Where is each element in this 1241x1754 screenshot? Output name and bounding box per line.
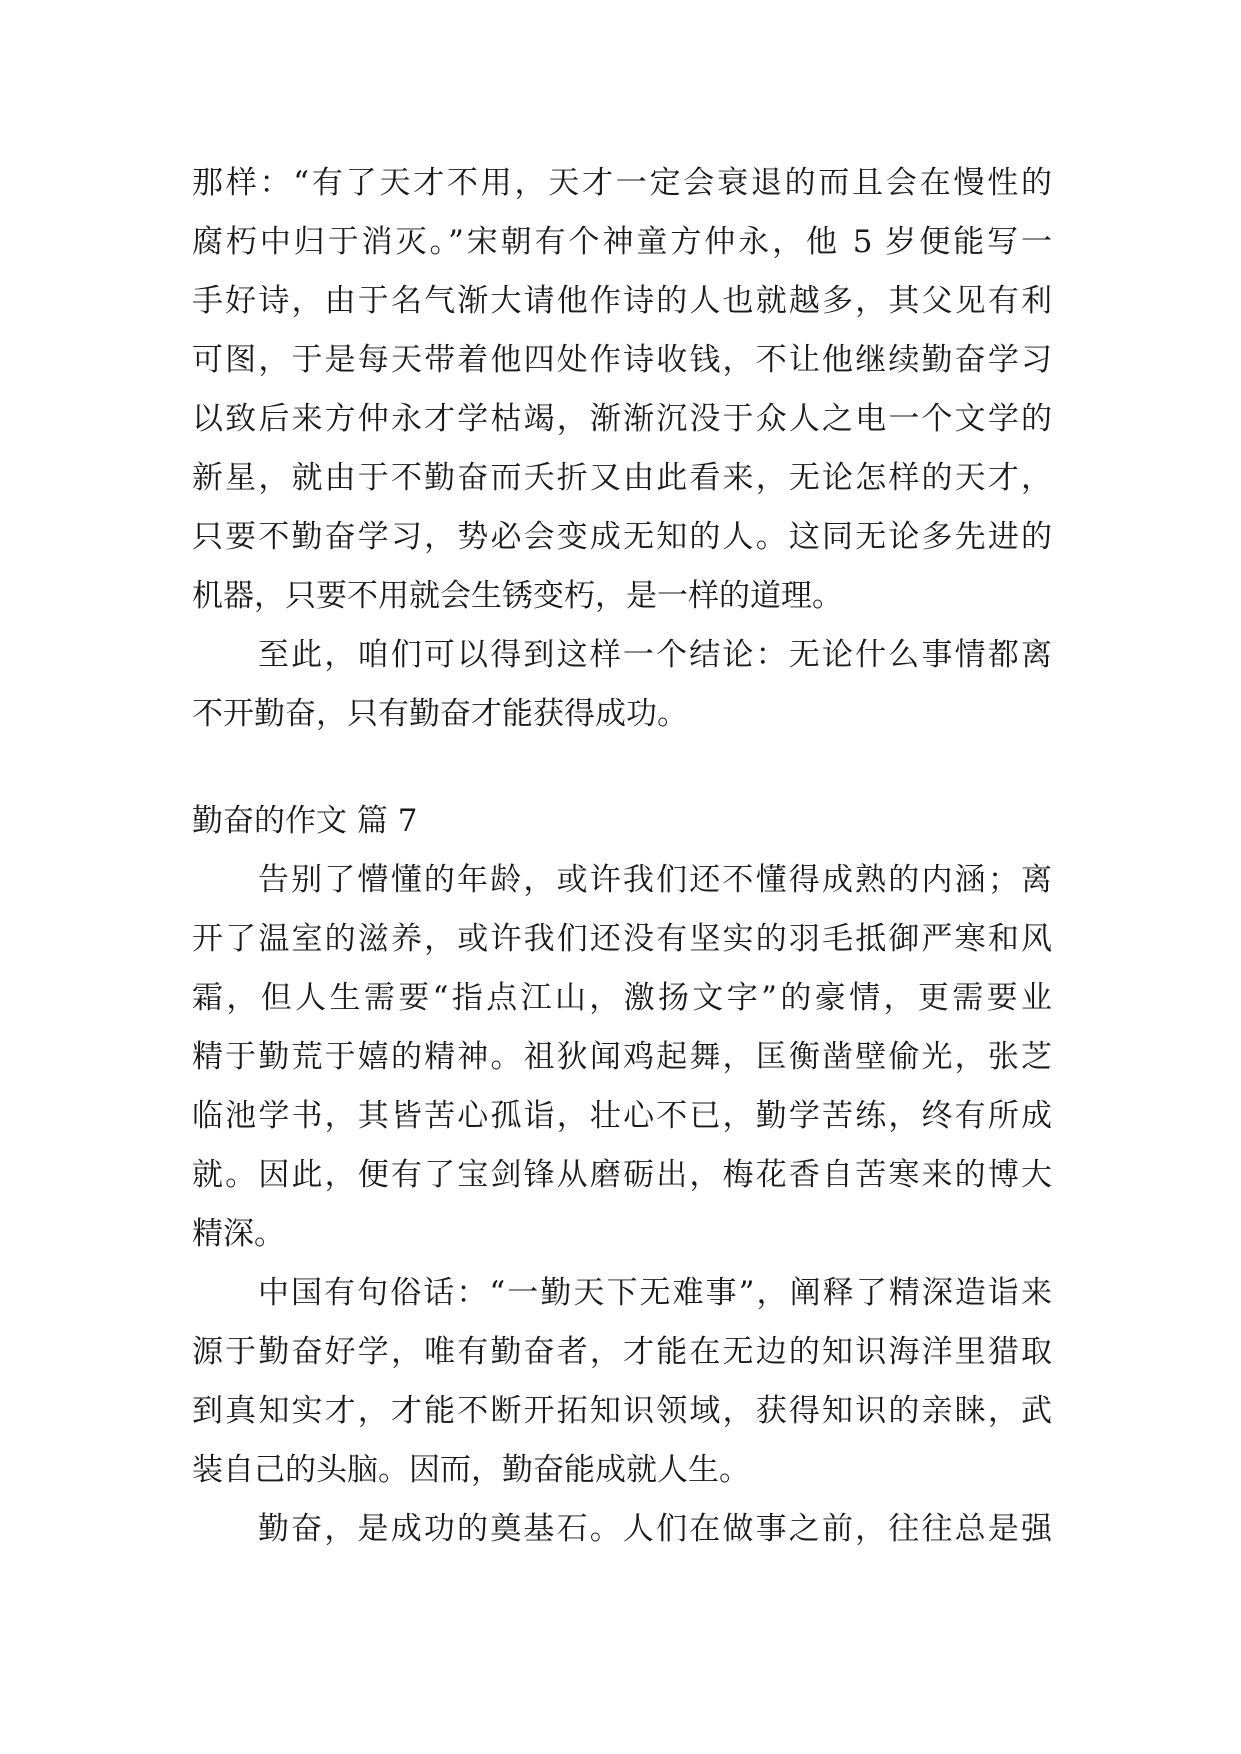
text-line: 到真知实才，才能不断开拓知识领域，获得知识的亲睐，武 (192, 1393, 1052, 1429)
text-line: 那样：“有了天才不用，天才一定会衰退的而且会在慢性的 (192, 165, 1052, 201)
text-line: 不开勤奋，只有勤奋才能获得成功。 (192, 696, 688, 732)
text-line: 告别了懵懂的年龄，或许我们还不懂得成熟的内涵；离 (258, 862, 1052, 898)
text-line: 中国有句俗话：“一勤天下无难事”，阐释了精深造诣来 (258, 1275, 1052, 1311)
text-line: 可图，于是每天带着他四处作诗收钱，不让他继续勤奋学习 (192, 342, 1052, 378)
text-line: 至此，咱们可以得到这样一个结论：无论什么事情都离 (258, 637, 1052, 673)
text-line: 霜，但人生需要“指点江山，激扬文字”的豪情，更需要业 (192, 980, 1052, 1016)
text-line: 只要不勤奋学习，势必会变成无知的人。这同无论多先进的 (192, 519, 1052, 555)
section-heading: 勤奋的作文 篇 7 (192, 803, 418, 839)
text-line: 新星，就由于不勤奋而夭折又由此看来，无论怎样的天才， (192, 460, 1052, 496)
text-line: 勤奋，是成功的奠基石。人们在做事之前，往往总是强 (258, 1511, 1052, 1547)
text-line: 开了温室的滋养，或许我们还没有坚实的羽毛抵御严寒和风 (192, 921, 1052, 957)
text-line: 装自己的头脑。因而，勤奋能成就人生。 (192, 1452, 750, 1488)
text-line: 手好诗，由于名气渐大请他作诗的人也就越多，其父见有利 (192, 283, 1052, 319)
text-line: 精于勤荒于嬉的精神。祖狄闻鸡起舞，匡衡凿壁偷光，张芝 (192, 1039, 1052, 1075)
text-line: 临池学书，其皆苦心孤诣，壮心不已，勤学苦练，终有所成 (192, 1098, 1052, 1134)
text-line: 精深。 (192, 1216, 285, 1252)
text-line: 源于勤奋好学，唯有勤奋者，才能在无边的知识海洋里猎取 (192, 1334, 1052, 1370)
text-line: 腐朽中归于消灭。”宋朝有个神童方仲永，他 5 岁便能写一 (192, 224, 1052, 260)
text-line: 以致后来方仲永才学枯竭，渐渐沉没于众人之电一个文学的 (192, 401, 1052, 437)
text-line: 就。因此，便有了宝剑锋从磨砺出，梅花香自苦寒来的博大 (192, 1157, 1052, 1193)
text-line: 机器，只要不用就会生锈变朽，是一样的道理。 (192, 578, 843, 614)
